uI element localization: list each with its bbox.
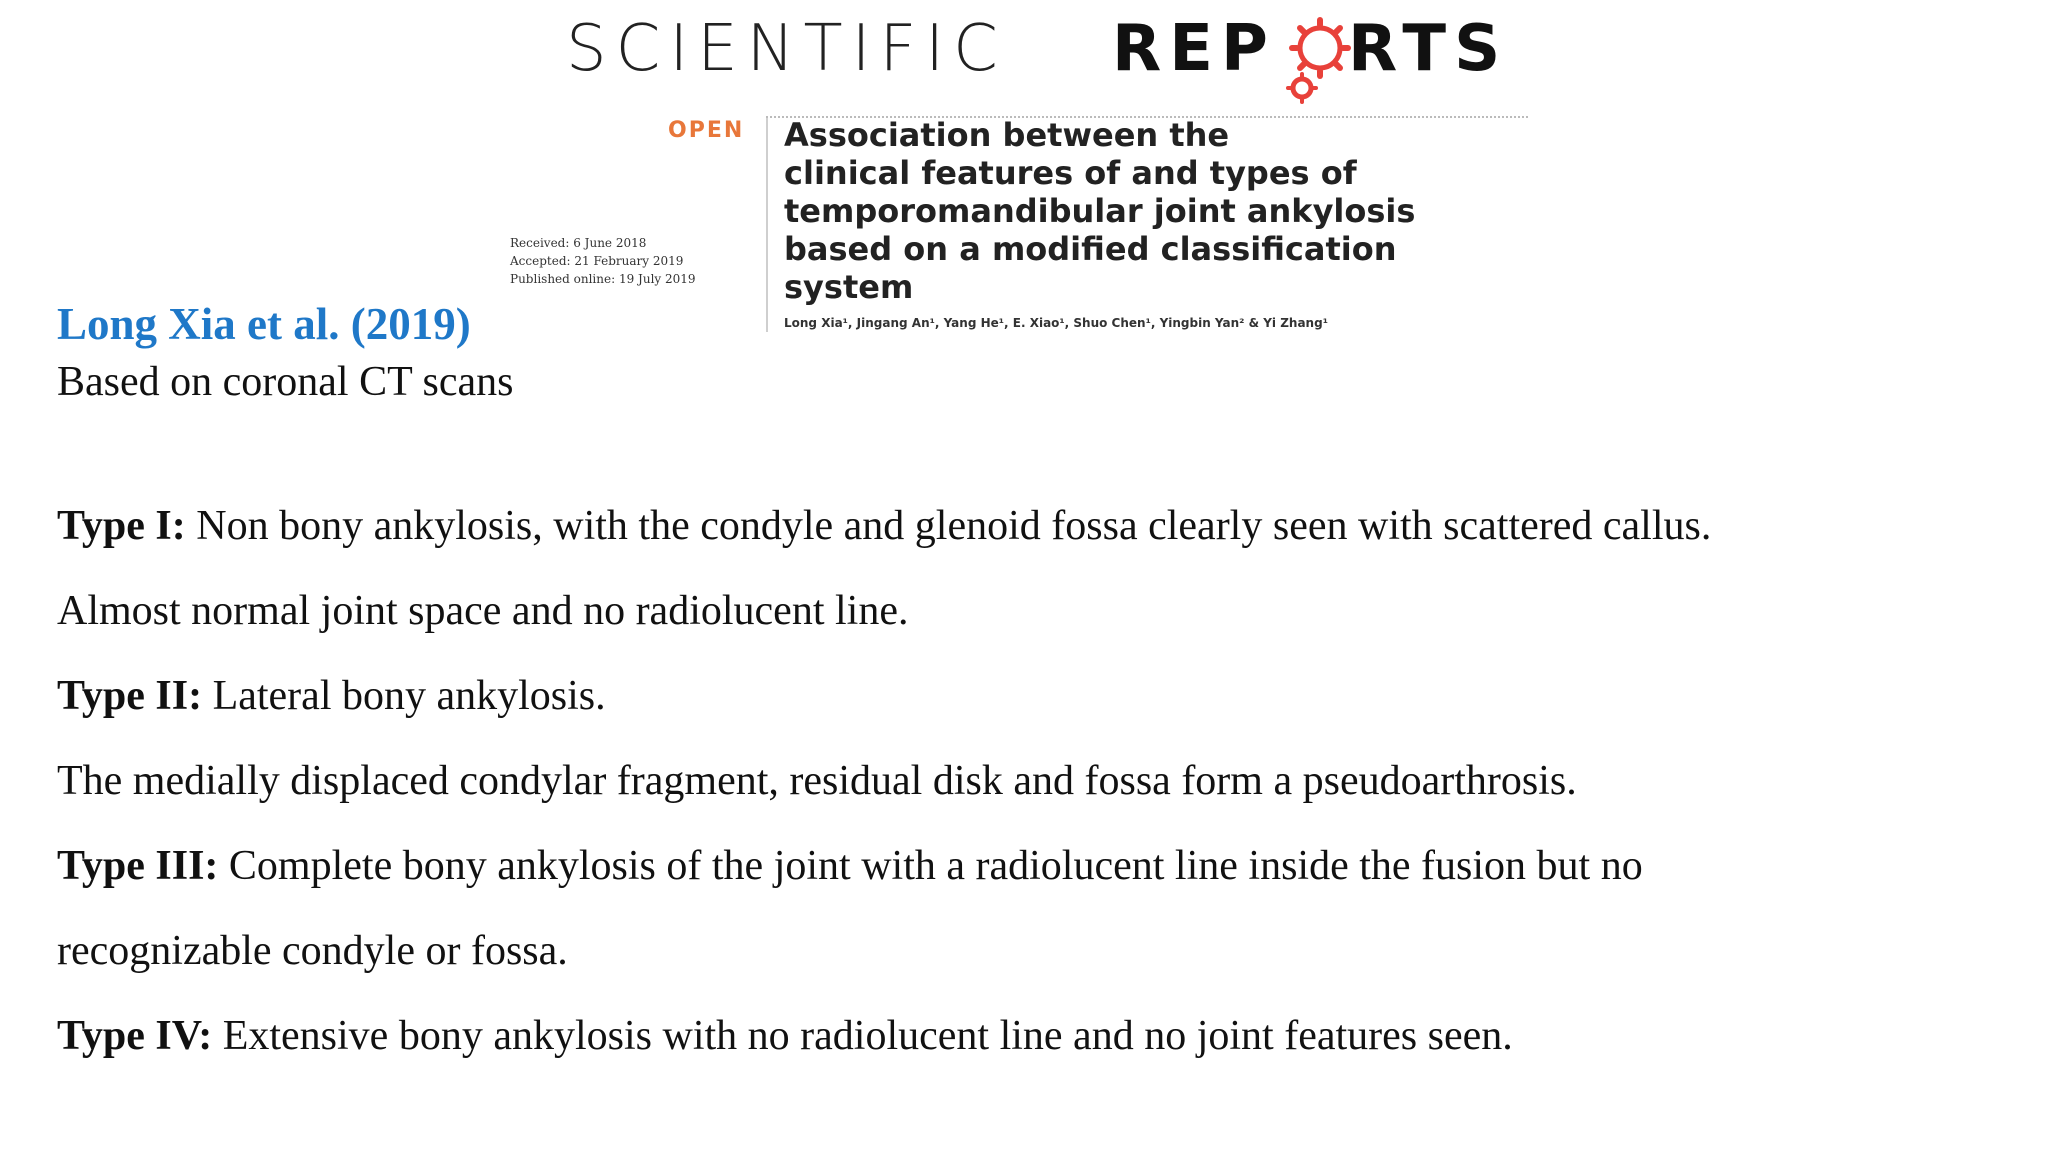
type-3-text: Complete bony ankylosis of the joint with a radiolucent line inside the fusion but no [218,843,1643,889]
type-4-text: Extensive bony ankylosis with no radiolucent line and no joint features seen. [212,1013,1513,1059]
classification-types [57,484,2017,1079]
published-date: Published online: 19 July 2019 [510,272,696,286]
type-3-text-cont: recognizable condyle or fossa. [57,928,568,974]
type-1-line [57,484,2017,569]
journal-masthead [566,4,1526,104]
type-3-label: Type III: [57,843,219,889]
masthead-text-bold-a: REP [1112,12,1276,86]
type-1-label: Type I: [57,503,186,549]
journal-header-image [0,0,2048,340]
received-date: Received: 6 June 2018 [510,236,647,250]
accepted-date: Accepted: 21 February 2019 [510,254,684,268]
masthead-text-bold-b: RTS [1348,12,1509,86]
article-title-line: system [784,268,914,306]
article-title-line: based on a modified classification [784,230,1397,268]
article-authors: Long Xia¹, Jingang An¹, Yang He¹, E. Xiao¹, Shuo Chen¹, Yingbin Yan² & Yi Zhang¹ [784,316,1328,330]
type-2-text-cont: The medially displaced condylar fragment, residual disk and fossa form a pseudoarthrosis. [57,758,1577,804]
type-4-label: Type IV: [57,1013,213,1059]
article-title [784,116,1544,306]
article-title-line: temporomandibular joint ankylosis [784,192,1416,230]
type-1-line-cont [57,569,2017,654]
type-2-label: Type II: [57,673,203,719]
open-access-badge: OPEN [668,118,745,143]
title-rule [766,118,768,332]
subtitle-text: Based on coronal CT scans [57,359,514,405]
type-2-line [57,654,2017,739]
article-title-line: Association between the [784,116,1230,154]
article-title-line: clinical features of and types of [784,154,1357,192]
type-1-text: Non bony ankylosis, with the condyle and glenoid fossa clearly seen with scattered callus. [185,503,1712,549]
citation-heading: Long Xia et al. (2019) [57,299,471,349]
type-4-line [57,994,2017,1079]
masthead-text-light: SCIENTIFIC [566,12,1007,86]
type-2-line-cont [57,739,2017,824]
publication-dates [510,234,696,288]
type-1-text-cont: Almost normal joint space and no radiolucent line. [57,588,909,634]
type-3-line [57,824,2017,909]
gear-logo-icon [1278,14,1358,104]
type-3-line-cont [57,909,2017,994]
type-2-text: Lateral bony ankylosis. [202,673,606,719]
